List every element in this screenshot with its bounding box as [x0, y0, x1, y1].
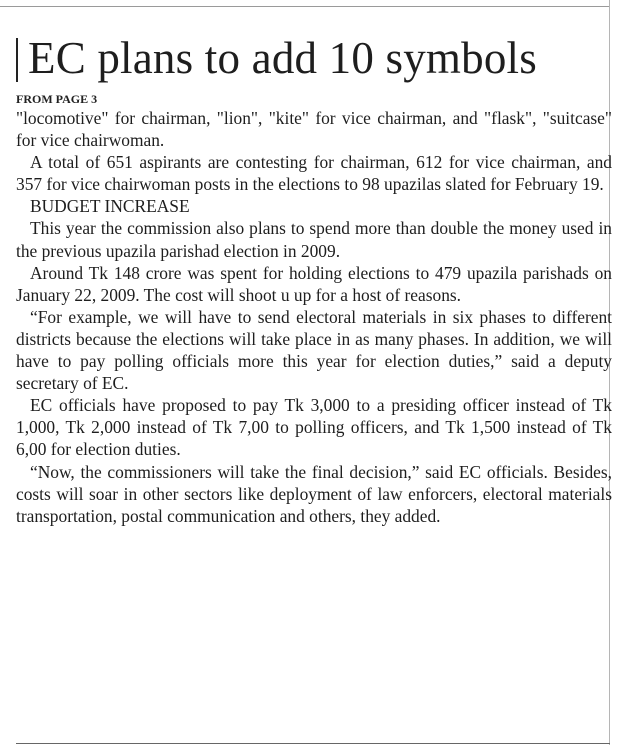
paragraph-7: “Now, the commissioners will take the final decision,” said EC officials. Besides, costs will soar in other sectors like deployment of law enforcers, electoral materials transportation, postal communication and others, they added. — [16, 461, 612, 526]
paragraph-2: A total of 651 aspirants are contesting for chairman, 612 for vice chairman, and 357 for vice chairwoman posts in the elections to 98 upazilas slated for February 19. — [16, 152, 612, 195]
top-divider — [0, 6, 609, 7]
paragraph-4: Around Tk 148 crore was spent for holding elections to 479 upazila parishads on January 22, 2009. The cost will shoot u up for a host of reasons. — [16, 262, 612, 305]
headline: EC plans to add 10 symbols — [28, 33, 537, 83]
subheading: BUDGET INCREASE — [30, 196, 190, 217]
headline-bar — [16, 38, 18, 82]
paragraph-3: This year the commission also plans to spend more than double the money used in the previous upazila parishad election in 2009. — [16, 218, 612, 261]
news-article — [16, 34, 612, 527]
paragraph-1: "locomotive" for chairman, "lion", "kite" for vice chairman, and "flask", "suitcase" for vice chairwoman. — [16, 108, 612, 151]
headline-block — [16, 34, 612, 84]
jump-line: FROM PAGE 3 — [16, 92, 98, 106]
bottom-divider — [16, 743, 610, 744]
paragraph-5: “For example, we will have to send electoral materials in six phases to different districts because the elections will take place in as many phases. In addition, we will have to pay polling officials more this year for election duties,” said a deputy secretary of EC. — [16, 306, 612, 394]
paragraph-6: EC officials have proposed to pay Tk 3,000 to a presiding officer instead of Tk 1,000, Tk 2,000 instead of Tk 7,00 to polling officers, and Tk 1,500 instead of Tk 6,00 for election duties. — [16, 395, 612, 460]
